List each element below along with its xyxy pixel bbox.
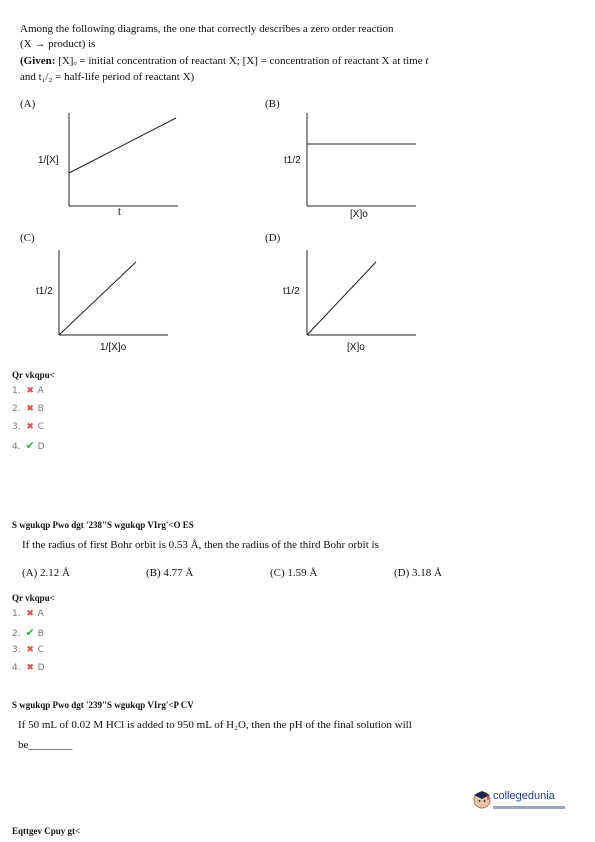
q1-option-c — [12, 422, 44, 433]
diagram-d-ylabel: t1/2 — [283, 286, 300, 297]
option-number: 3. — [12, 645, 21, 655]
q1-option-d — [12, 440, 45, 451]
brand-tagline — [493, 806, 565, 809]
q2-option-a — [12, 609, 44, 620]
q2-option-b — [12, 627, 44, 638]
given-text: [X]ₒ = initial concentration of reactant X; [X] = concentration of reactant X at time — [58, 55, 426, 67]
q1-line3 — [20, 54, 428, 68]
option-number: 2. — [12, 629, 21, 639]
option-number: 4. — [12, 442, 21, 452]
cross-icon: ✖ — [26, 404, 34, 414]
q1-answers-heading: Qr vkqpu< — [12, 370, 55, 380]
graduation-cap-icon — [472, 789, 492, 812]
given-label: (Given: — [20, 55, 59, 67]
q3-line1: If 50 mL of 0.02 M HCl is added to 950 mL of H₂O, then the pH of the final solution will — [18, 719, 412, 731]
diagram-b-label: (B) — [265, 98, 280, 110]
brand-logo: collegedunia — [493, 790, 555, 802]
footer-text: Eqttgev Cpuy gt< — [12, 826, 81, 836]
q3-line2: be________ — [18, 739, 73, 751]
q1-line1: Among the following diagrams, the one that correctly describes a zero order reaction — [20, 23, 394, 35]
cross-icon: ✖ — [26, 609, 34, 619]
q2-answers-heading: Qr vkqpu< — [12, 593, 55, 603]
cross-icon: ✖ — [26, 663, 34, 673]
checkmark-icon: ✔ — [25, 626, 35, 639]
diagram-d-xlabel: [X]o — [347, 342, 365, 353]
checkmark-icon: ✔ — [25, 439, 35, 452]
q2-header: S wgukqp Pwo dgt '238"S wgukqp VIrg'<O ES — [12, 520, 194, 530]
option-letter: D — [37, 442, 45, 452]
q2-choice-c: (C) 1.59 Å — [270, 567, 318, 579]
q1-option-a — [12, 386, 44, 397]
diagram-d-label: (D) — [265, 232, 281, 244]
diagram-a-xlabel: t — [118, 207, 121, 218]
diagram-a-plot — [68, 113, 180, 209]
diagram-c-label: (C) — [20, 232, 35, 244]
q1-option-b — [12, 404, 44, 415]
diagram-b-ylabel: t1/2 — [284, 155, 301, 166]
q3-header: S wgukqp Pwo dgt '239"S wgukqp VIrg'<P CV — [12, 700, 194, 710]
q2-text: If the radius of first Bohr orbit is 0.53 Å, then the radius of the third Bohr orbit is — [22, 539, 379, 551]
q2-choice-b: (B) 4.77 Å — [146, 567, 194, 579]
option-letter: D — [37, 663, 45, 673]
q2-choice-d: (D) 3.18 Å — [394, 567, 442, 579]
cross-icon: ✖ — [26, 386, 34, 396]
option-letter: A — [37, 609, 44, 619]
q2-option-d — [12, 663, 45, 674]
time-variable: t — [425, 55, 429, 67]
diagram-b-xlabel: [X]o — [350, 209, 368, 220]
diagram-c-xlabel: 1/[X]o — [100, 342, 127, 353]
q1-line4: and t₁/₂ = half-life period of reactant X) — [20, 71, 195, 83]
diagram-b-plot — [306, 113, 418, 209]
diagram-d-plot — [306, 250, 418, 340]
option-number: 3. — [12, 422, 21, 432]
option-number: 1. — [12, 609, 21, 619]
option-letter: A — [37, 386, 44, 396]
option-letter: B — [37, 629, 44, 639]
q2-choice-a: (A) 2.12 Å — [22, 567, 70, 579]
option-number: 4. — [12, 663, 21, 673]
option-number: 2. — [12, 404, 21, 414]
cross-icon: ✖ — [26, 422, 34, 432]
option-number: 1. — [12, 386, 21, 396]
q1-line2: (X → product) is — [20, 38, 96, 50]
option-letter: C — [37, 645, 44, 655]
option-letter: C — [37, 422, 44, 432]
diagram-c-plot — [58, 250, 170, 340]
diagram-a-label: (A) — [20, 98, 36, 110]
diagram-a-ylabel: 1/[X] — [38, 155, 59, 166]
q2-option-c — [12, 645, 44, 656]
option-letter: B — [37, 404, 44, 414]
cross-icon: ✖ — [26, 645, 34, 655]
diagram-c-ylabel: t1/2 — [36, 286, 53, 297]
